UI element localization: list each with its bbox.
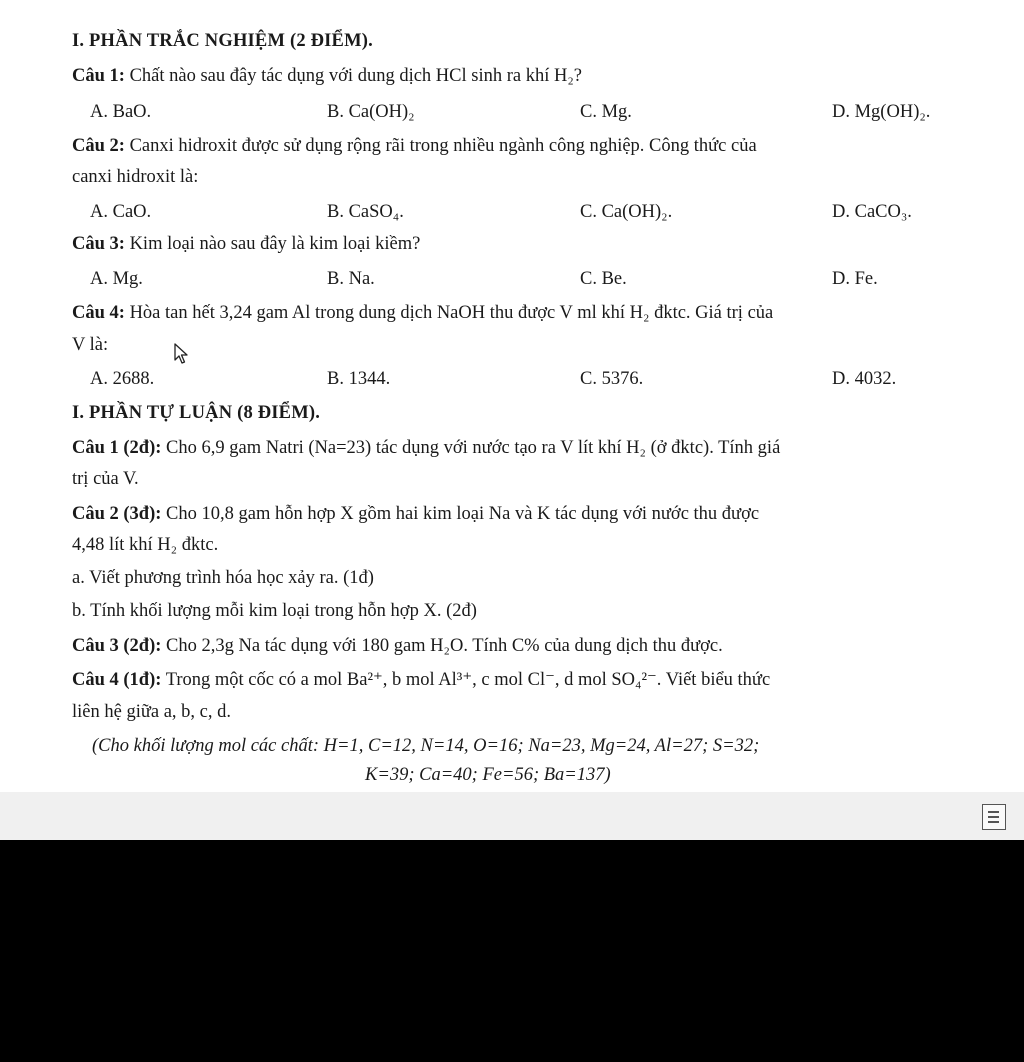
question-label: Câu 2 (3đ): [72, 504, 162, 524]
essay-question-4-continued: liên hệ giữa a, b, c, d. [72, 702, 232, 722]
option-a: A. BaO. [90, 102, 152, 122]
question-label: Câu 3 (2đ): [72, 636, 162, 656]
question-2 [72, 135, 757, 157]
option-b: B. CaSO₄. [327, 202, 404, 222]
essay-question-2-part-a: a. Viết phương trình hóa học xảy ra. (1đ) [72, 568, 374, 588]
essay-question-3 [72, 635, 723, 657]
option-c: C. Be. [580, 269, 627, 289]
question-1 [72, 65, 582, 87]
option-b: B. 1344. [327, 369, 391, 389]
essay-question-4 [72, 669, 770, 691]
question-text: Chất nào sau đây tác dụng với dung dịch HCl sinh ra khí H₂? [124, 66, 583, 86]
question-label: Câu 2: [72, 136, 125, 156]
essay-question-2-continued: 4,48 lít khí H₂ đktc. [72, 535, 219, 555]
option-a: A. Mg. [90, 269, 143, 289]
question-4 [72, 302, 773, 324]
mouse-pointer-icon [174, 343, 190, 365]
menu-lines-icon[interactable] [982, 804, 1006, 830]
question-text: Trong một cốc có a mol Ba²⁺, b mol Al³⁺, c mol Cl⁻, d mol SO₄²⁻. Viết biểu thức [161, 670, 771, 690]
option-d: D. 4032. [832, 369, 897, 389]
essay-question-2-part-b: b. Tính khối lượng mỗi kim loại trong hỗn hợp X. (2đ) [72, 601, 477, 621]
question-label: Câu 4 (1đ): [72, 670, 162, 690]
question-label: Câu 3: [72, 234, 125, 254]
question-label: Câu 1 (2đ): [72, 438, 162, 458]
option-c: C. Mg. [580, 102, 632, 122]
question-text: Kim loại nào sau đây là kim loại kiềm? [124, 234, 421, 254]
question-text: Cho 6,9 gam Natri (Na=23) tác dụng với nước tạo ra V lít khí H₂ (ở đktc). Tính giá [161, 438, 781, 458]
option-a: A. CaO. [90, 202, 152, 222]
viewer-toolbar [0, 792, 1024, 840]
question-label: Câu 4: [72, 303, 125, 323]
essay-question-2 [72, 503, 759, 525]
essay-question-1-continued: trị của V. [72, 469, 139, 489]
question-text: Canxi hidroxit được sử dụng rộng rãi trong nhiều ngành công nghiệp. Công thức của [124, 136, 757, 156]
option-b: B. Ca(OH)₂ [327, 102, 415, 122]
question-text: Cho 10,8 gam hỗn hợp X gồm hai kim loại Na và K tác dụng với nước thu được [161, 504, 760, 524]
section-title-multiple-choice: I. PHẦN TRẮC NGHIỆM (2 ĐIỂM). [72, 31, 373, 51]
option-d: D. Fe. [832, 269, 878, 289]
question-4-continued: V là: [72, 335, 109, 355]
essay-question-1 [72, 437, 780, 459]
question-label: Câu 1: [72, 66, 125, 86]
option-c: C. 5376. [580, 369, 644, 389]
question-text: Cho 2,3g Na tác dụng với 180 gam H₂O. Tính C% của dung dịch thu được. [161, 636, 723, 656]
molar-mass-note-continued: K=39; Ca=40; Fe=56; Ba=137) [365, 765, 611, 785]
molar-mass-note: (Cho khối lượng mol các chất: H=1, C=12, N=14, O=16; Na=23, Mg=24, Al=27; S=32; [92, 736, 760, 756]
question-2-continued: canxi hidroxit là: [72, 167, 199, 187]
option-d: D. CaCO₃. [832, 202, 912, 222]
question-text: Hòa tan hết 3,24 gam Al trong dung dịch NaOH thu được V ml khí H₂ đktc. Giá trị của [124, 303, 774, 323]
section-title-essay: I. PHẦN TỰ LUẬN (8 ĐIỂM). [72, 403, 321, 423]
option-d: D. Mg(OH)₂. [832, 102, 931, 122]
option-a: A. 2688. [90, 369, 155, 389]
question-3 [72, 233, 420, 255]
option-c: C. Ca(OH)₂. [580, 202, 673, 222]
option-b: B. Na. [327, 269, 375, 289]
